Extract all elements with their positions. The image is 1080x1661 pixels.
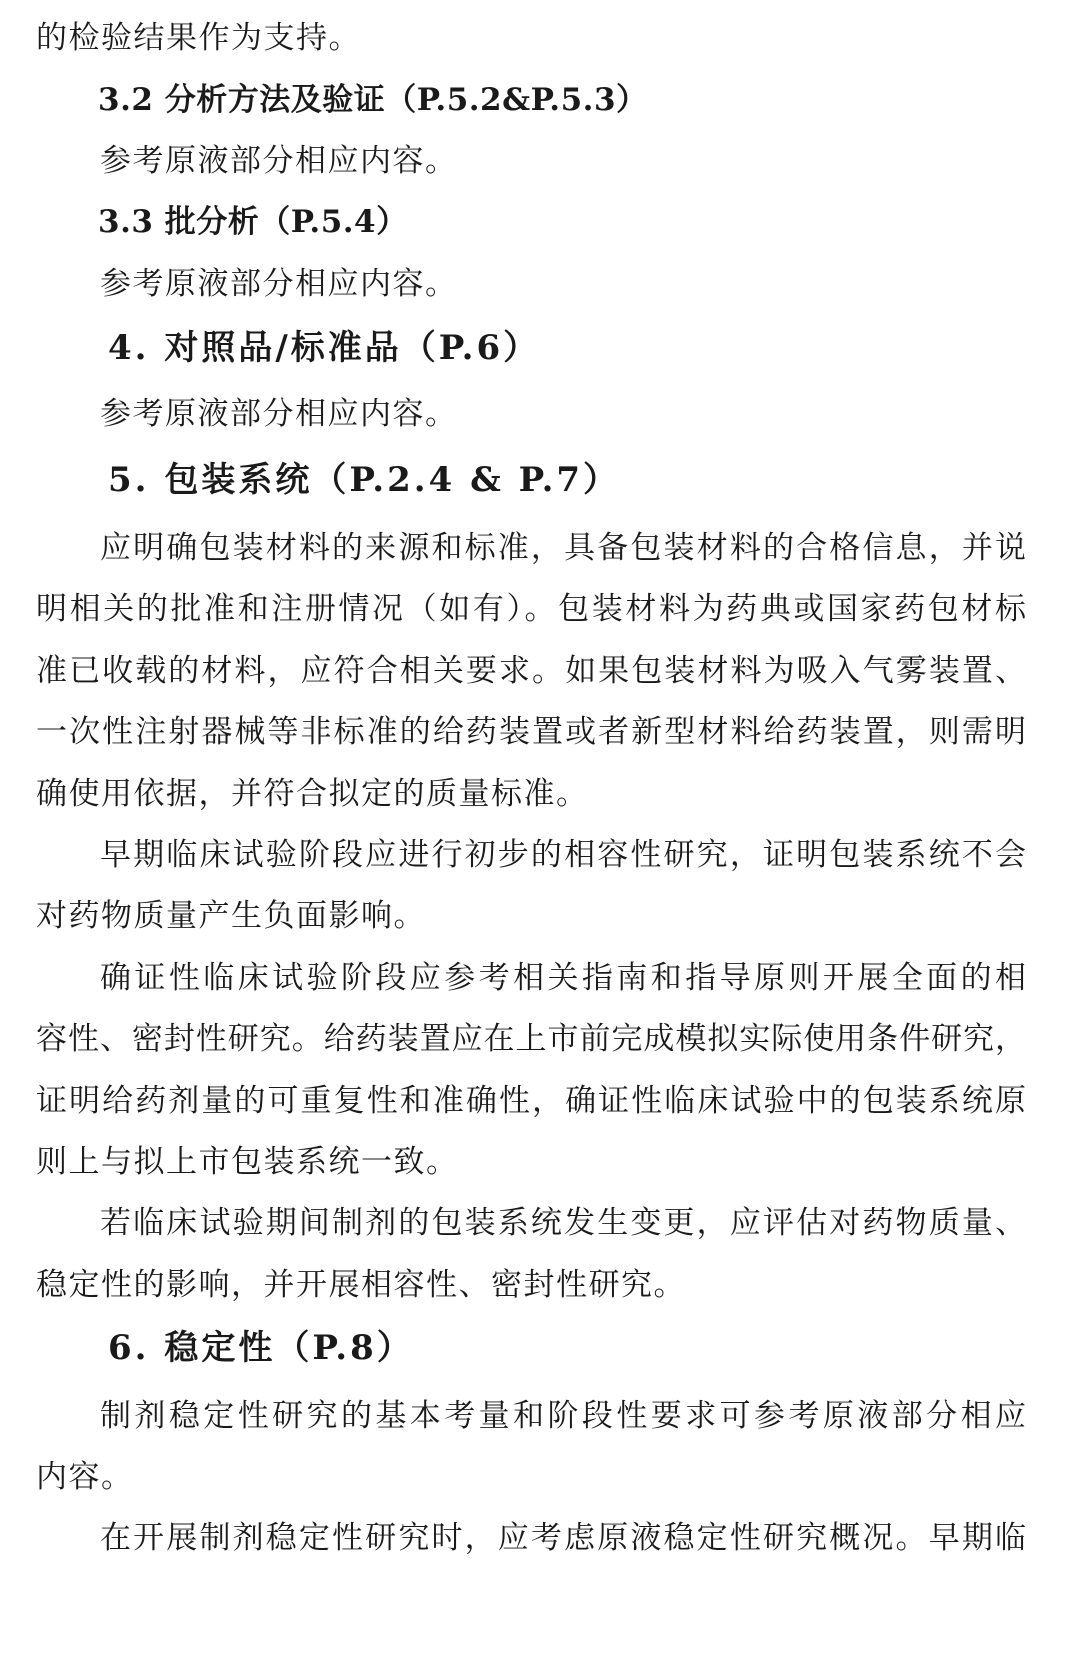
paragraph-line: 确证性临床试验阶段应参考相关指南和指导原则开展全面的相 [100,960,1026,996]
paragraph-line: 准已收载的材料，应符合相关要求。如果包装材料为吸入气雾装置、 [36,653,1026,689]
paragraph-line: 容性、密封性研究。给药装置应在上市前完成模拟实际使用条件研究， [36,1021,1026,1057]
paragraph-line: 参考原液部分相应内容。 [100,396,458,432]
paragraph-line: 在开展制剂稳定性研究时，应考虑原液稳定性研究概况。早期临 [100,1520,1026,1556]
paragraph-line: 应明确包装材料的来源和标准，具备包装材料的合格信息，并说 [100,530,1026,566]
paragraph-line: 明相关的批准和注册情况（如有）。包装材料为药典或国家药包材标 [36,591,1026,627]
paragraph-line: 内容。 [36,1459,134,1495]
paragraph-line: 则上与拟上市包装系统一致。 [36,1144,459,1180]
subsection-heading-3-2: 3.2 分析方法及验证（P.5.2&P.5.3） [98,82,648,118]
paragraph-line: 确使用依据，并符合拟定的质量标准。 [36,776,589,812]
paragraph-line: 制剂稳定性研究的基本考量和阶段性要求可参考原液部分相应 [100,1398,1026,1434]
section-heading-4: 4. 对照品/标准品（P.6） [108,328,541,368]
paragraph-line: 证明给药剂量的可重复性和准确性，确证性临床试验中的包装系统原 [36,1083,1026,1119]
paragraph-line: 参考原液部分相应内容。 [100,266,458,302]
subsection-heading-3-3: 3.3 批分析（P.5.4） [98,204,408,240]
paragraph-line: 对药物质量产生负面影响。 [36,898,426,934]
paragraph-line: 早期临床试验阶段应进行初步的相容性研究，证明包装系统不会 [100,837,1026,873]
paragraph-line: 稳定性的影响，并开展相容性、密封性研究。 [36,1267,686,1303]
section-heading-5: 5. 包装系统（P.2.4 & P.7） [108,460,621,500]
section-heading-6: 6. 稳定性（P.8） [108,1328,414,1368]
paragraph-line: 的检验结果作为支持。 [36,20,361,56]
paragraph-line: 参考原液部分相应内容。 [100,143,458,179]
paragraph-line: 一次性注射器械等非标准的给药装置或者新型材料给药装置，则需明 [36,714,1026,750]
paragraph-line: 若临床试验期间制剂的包装系统发生变更，应评估对药物质量、 [100,1205,1026,1241]
